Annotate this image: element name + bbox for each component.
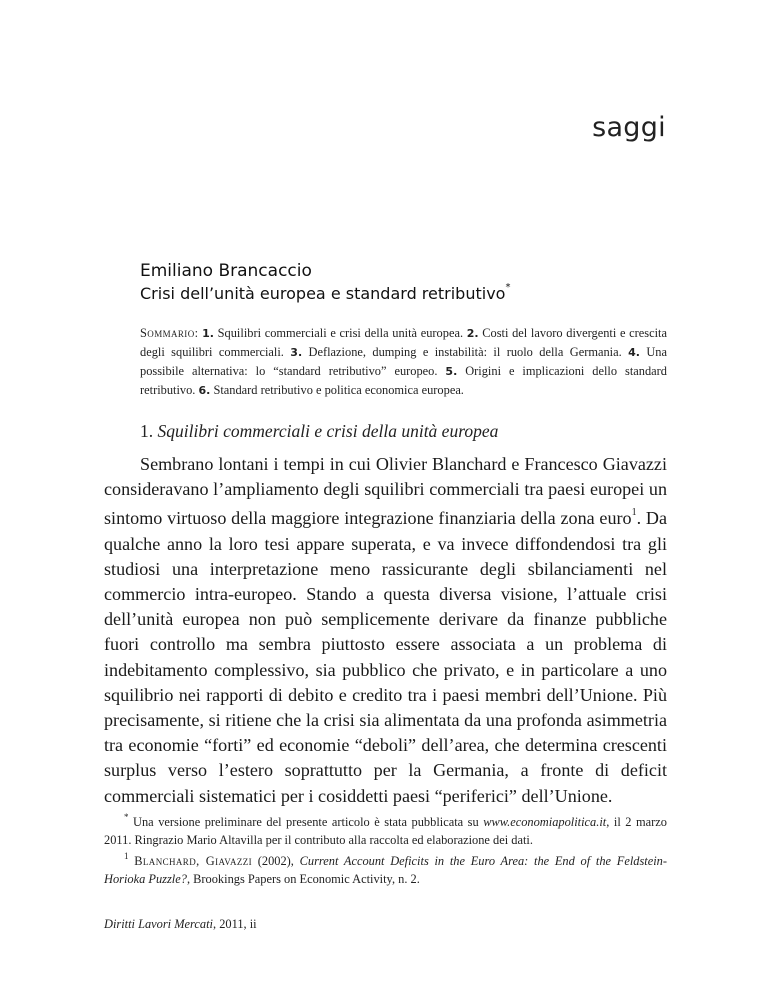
body-text [104,452,667,809]
summary-item-text: Costi del lavoro divergenti e crescita degli squilibri commerciali. [140,326,667,359]
summary [140,324,667,400]
section-heading [140,421,498,442]
summary-item-text: Deflazione, dumping e instabilità: il ruolo della Germania. [302,345,629,359]
paragraph-part-1: Sembrano lontani i tempi in cui Olivier Blanchard e Francesco Giavazzi consideravano l’ampliamento degli squilibri commerciali tra paesi europei un sintomo virtuoso della maggiore integrazione finanziaria della zona euro [104,454,667,529]
summary-item-number: 5. [445,365,458,378]
footnote-1-rest: , Brookings Papers on Economic Activity, n. 2. [186,871,420,886]
page-footer [104,917,257,932]
summary-item-number: 1. [202,327,214,340]
section-heading-number: 1. [140,421,158,441]
summary-label: Sommario: [140,326,199,340]
footnote-1 [104,849,667,888]
author-name: Emiliano Brancaccio [140,261,312,281]
footnote-star [104,810,667,849]
body-paragraph [104,452,667,809]
section-label: saggi [592,112,666,143]
journal-name: Diritti Lavori Mercati [104,917,213,931]
footnote-1-year: (2002), [252,854,300,869]
paragraph-part-2: . Da qualche anno la loro tesi appare superata, e va invece diffondendosi tra gli studiosi una interpretazione meno rassicurante degli sbilanciamenti nel commercio intra-europeo. Stando a questa diversa visione, l’attuale crisi dell’unità europea non può semplicemente derivare da finanze pubbliche fuori controllo ma sembra piuttosto essere associata a un problema di indebitamento complessivo, sia pubblico che privato, e in particolare a uno squilibrio nei rapporti di debito e credito tra i paesi membri dell’Unione. Più precisamente, si ritiene che la crisi sia alimentata da una profonda asimmetria tra economie “forti” ed economie “deboli” dell’area, che determina crescenti surplus verso l’estero soprattutto per la Germania, a fronte di deficit commerciali sistematici per i cosiddetti paesi “periferici” dell’Unione. [104,508,667,806]
footnote-star-mark: * [124,812,129,822]
summary-item-number: 3. [290,346,303,359]
section-heading-text: Squilibri commerciali e crisi della unità europea [157,421,499,441]
footnote-1-mark: 1 [124,851,129,862]
article-title [140,281,511,303]
summary-item-text: Squilibri commerciali e crisi della unità europea. [213,326,467,340]
footnotes [104,810,667,888]
footnote-star-post: , il 2 marzo 2011. Ringrazio Mario Altavilla per il contributo alla raccolta ed elaborazione dei dati. [104,815,667,847]
footnote-star-url[interactable]: www.economiapolitica.it [483,815,607,830]
footnote-ref-1[interactable]: 1 [631,507,637,519]
footnote-1-work: Current Account Deficits in the Euro Area: the End of the Feldstein-Horioka Puzzle? [104,854,667,886]
footnote-1-authors: Blanchard, Giavazzi [134,854,253,869]
article-title-text: Crisi dell’unità europea e standard retributivo [140,284,506,303]
title-footnote-mark[interactable]: * [505,281,511,293]
summary-item-text: Una possibile alternativa: lo “standard retributivo” europeo. [140,345,667,378]
summary-item-text: Origini e implicazioni dello standard retributivo. [140,364,668,397]
journal-issue: , 2011, ii [213,917,257,931]
footnote-star-pre: Una versione preliminare del presente articolo è stata pubblicata su [128,815,484,830]
summary-item-text: Standard retributivo e politica economica europea. [210,383,464,397]
summary-item-number: 4. [628,346,640,359]
summary-item-number: 6. [198,384,211,397]
summary-item-number: 2. [466,327,479,340]
